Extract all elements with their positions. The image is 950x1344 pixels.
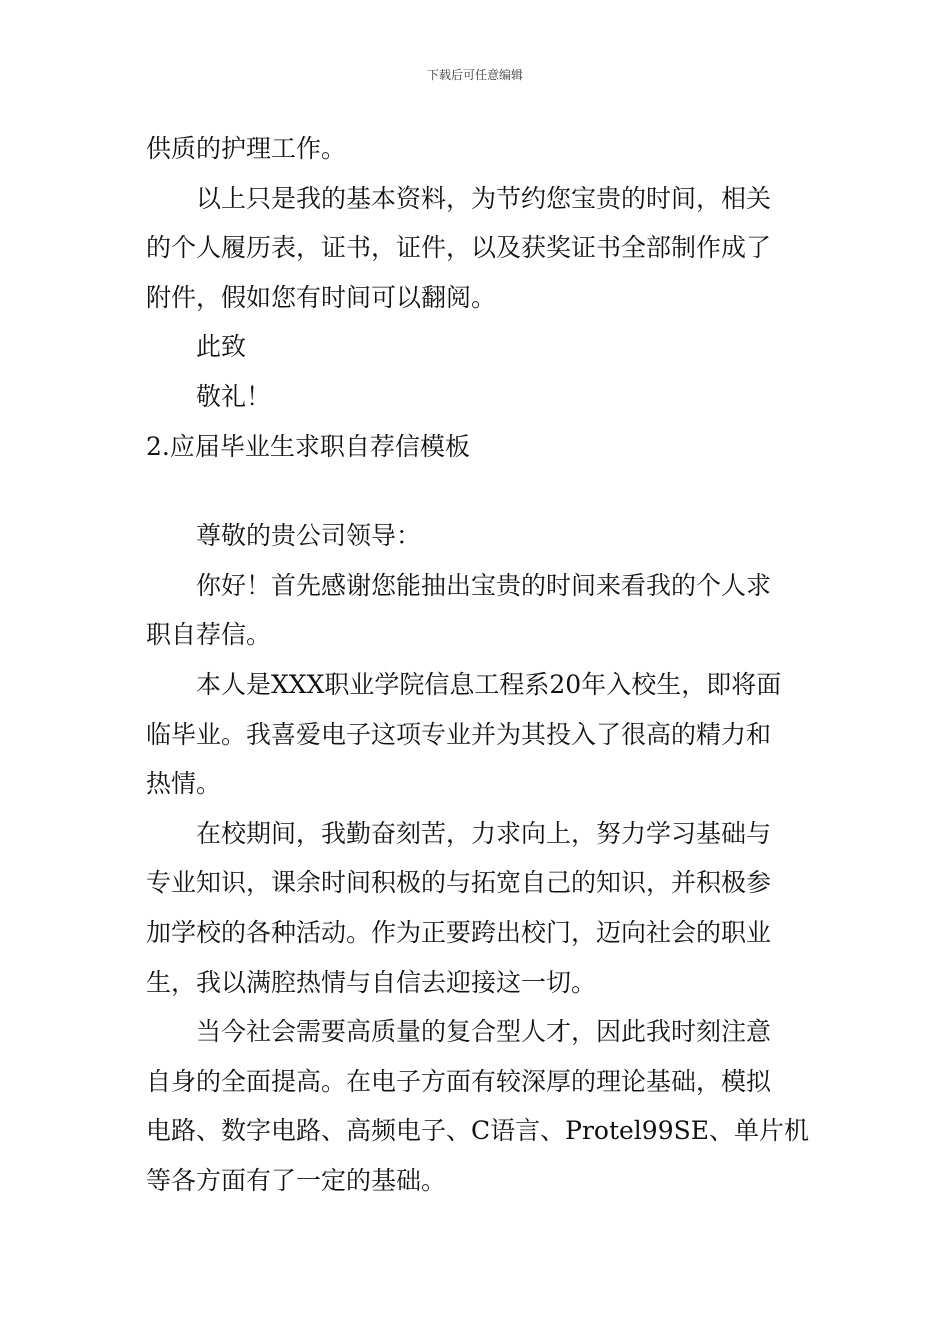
text-line: 敬礼！ — [196, 381, 272, 411]
section-heading — [146, 422, 808, 472]
text-line: 本人是XXX职业学院信息工程系20年入校生，即将面 — [196, 669, 782, 699]
text-line: 的个人履历表，证书，证件，以及获奖证书全部制作成了 — [146, 233, 772, 263]
text-line: 尊敬的贵公司领导： — [196, 521, 422, 551]
paragraph-introduction — [146, 660, 808, 809]
text-line: 当今社会需要高质量的复合型人才，因此我时刻注意 — [196, 1017, 772, 1047]
text-line: 以上只是我的基本资料，为节约您宝贵的时间，相关 — [196, 183, 772, 213]
text-line: 加学校的各种活动。作为正要跨出校门，迈向社会的职业 — [146, 917, 772, 947]
paragraph-closing-work — [146, 124, 808, 174]
text-line: 专业知识，课余时间积极的与拓宽自己的知识，并积极参 — [146, 868, 772, 898]
paragraph-school-period — [146, 809, 808, 1007]
header-note: 下载后可任意编辑 — [426, 68, 523, 82]
text-line: 此致 — [196, 332, 247, 362]
text-line: 职自荐信。 — [146, 620, 272, 650]
paragraph-basic-info — [146, 174, 808, 323]
text-line: 你好！首先感谢您能抽出宝贵的时间来看我的个人求 — [196, 570, 772, 600]
text-line: 自身的全面提高。在电子方面有较深厚的理论基础，模拟 — [146, 1066, 772, 1096]
text-line: 附件，假如您有时间可以翻阅。 — [146, 282, 497, 312]
text-line: 在校期间，我勤奋刻苦，力求向上，努力学习基础与 — [196, 818, 772, 848]
text-line: 电路、数字电路、高频电子、C语言、Protel99SE、单片机 — [146, 1116, 809, 1146]
text-line: 热情。 — [146, 769, 222, 799]
paragraph-regards — [146, 372, 808, 422]
paragraph-greeting — [146, 511, 808, 561]
text-line: 临毕业。我喜爱电子这项专业并为其投入了很高的精力和 — [146, 719, 772, 749]
paragraph-salutation-close — [146, 322, 808, 372]
document-body — [146, 124, 808, 1205]
spacer — [146, 471, 808, 511]
paragraph-thanks — [146, 561, 808, 660]
paragraph-skills — [146, 1007, 808, 1205]
text-line: 2.应届毕业生求职自荐信模板 — [146, 431, 470, 461]
text-line: 供质的护理工作。 — [146, 134, 347, 163]
text-line: 生，我以满腔热情与自信去迎接这一切。 — [146, 967, 597, 997]
text-line: 等各方面有了一定的基础。 — [146, 1165, 447, 1195]
